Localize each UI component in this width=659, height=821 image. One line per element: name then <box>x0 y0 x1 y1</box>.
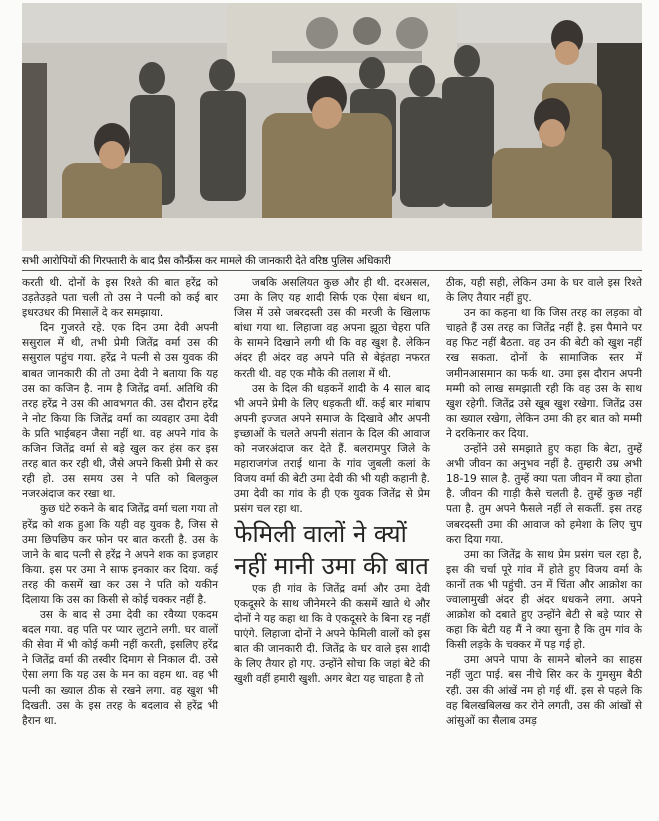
paragraph: उन का कहना था कि जिस तरह का लड़का वो चाहते हैं उस तरह का जितेंद्र नहीं है. इस पैमाने पर वह फिट नहीं बैठता. वह उन की बेटी को खुश नहीं रख सकता. दोनों के सामाजिक स्तर में जमीनआसमान का फर्क था. उमा इस दौरान अपनी मम्मी को लाख समझाती रही कि वह उस के साथ खुश रहेगी. जितेंद्र उसे खूब खुश रखेगा. जितेंद्र उस का ख्याल रखेगा, लेकिन उमा की हर बात को मम्मी ने दरकिनार कर दिया. <box>446 307 642 440</box>
paragraph: उमा का जितेंद्र के साथ प्रेम प्रसंग चल रहा है, इस की चर्चा पूरे गांव में होते हुए विजय वर्मा के कानों तक भी पहुंची. उन में चिंता और आक्रोश का ज्वालामुखी अंदर ही अंदर धधकने लगा. अपने आक्रोश को दबाते हुए उन्होंने बेटी से बड़े प्यार से कहा कि बेटी यह मैं ने क्या सुना है कि तुम गांव के किसी लड़के के चक्कर में पड़ गई हो. <box>446 548 642 652</box>
paragraph: उस के दिल की धड़कनें शादी के 4 साल बाद भी अपने प्रेमी के लिए धड़कती थीं. कई बार मांबाप अपनी इज्जत अपने समाज के दिखावे और अपनी इच्छाओं के चलते अपनी संतान के दिल की आवाज को नजरअंदाज कर देते हैं. बलरामपुर जिले के महाराजगंज तराई थाना के गांव जुबली कलां के विजय वर्मा की बेटी उमा देवी की भी यही कहानी है. उमा देवी का गांव के ही एक युवक जितेंद्र से प्रेम प्रसंग चल रहा था. <box>234 382 430 516</box>
paragraph: दिन गुजरते रहे. एक दिन उमा देवी अपनी ससुराल में थी, तभी प्रेमी जितेंद्र वर्मा उस की ससुराल पहुंच गया. हरेंद्र ने पत्नी से उस युवक की बाबत जानकारी की तो उमा देवी ने बताया कि यह उस का कजिन है. नाम है जितेंद्र वर्मा. अतिथि की तरह हरेंद्र ने उस की आवभगत की. उस दौरान हरेंद्र ने नोट किया कि जितेंद्र वर्मा का व्यवहार उमा देवी के प्रति भाईबहन जैसा नहीं था. वह अपने गांव के कजिन जितेंद्र वर्मा से बड़े खुल कर हंस कर इस तरह बात कर रही थी, जैसे अपने किसी प्रेमी से कर रही हो. उस समय उस ने पति को बिलकुल नजरअंदाज कर रखा था. <box>22 322 218 501</box>
press-conference-photo <box>22 3 642 251</box>
pull-quote-heading: फेमिली वालों ने क्यों नहीं मानी उमा की बात <box>234 519 429 580</box>
paragraph: जबकि असलियत कुछ और ही थी. दरअसल, उमा के लिए यह शादी सिर्फ एक ऐसा बंधन था, जिस में उसे जबरदस्ती उस की मरजी के खिलाफ बांधा गया था. लिहाजा वह अपना झूठा चेहरा पति के सामने दिखाने लगी थी कि वह खुश है. लेकिन अंदर ही अंदर वह अपने पति से बेइंतहा नफरत करती थी. वह एक मौके की तलाश में थी. <box>234 277 430 380</box>
caption-divider <box>22 270 642 271</box>
article-column-2 <box>234 276 430 687</box>
paragraph: ठीक, यही सही, लेकिन उमा के घर वाले इस रिश्ते के लिए तैयार नहीं हुए. <box>446 277 642 305</box>
paragraph: उमा अपने पापा के सामने बोलने का साहस नहीं जुटा पाई. बस नीचे सिर कर के गुमसुम बैठी रही. उस की आंखें नम हो गई थीं. इस से पहले कि वह बिलखबिलख कर रोने लगती, उस की आंखों से आंसुओं का सैलाब उमड़ <box>446 654 642 727</box>
paragraph: करती थी. दोनों के इस रिश्ते की बात हरेंद्र को उड़तेउड़ते पता चली तो उस ने पत्नी को कई बार इधरउधर की मिसालें दे कर समझाया. <box>22 277 218 320</box>
paragraph: उन्होंने उसे समझाते हुए कहा कि बेटा, तुम्हें अभी जीवन का अनुभव नहीं है. तुम्हारी उम्र अभी 18-19 साल है. तुम्हें क्या पता जीवन में क्या होता है. जीवन की गाड़ी कैसे चलती है. तुम्हें कुछ नहीं पता है. तुम अपने फैसले नहीं ले सकतीं. इस तरह जबरदस्ती उमा की आवाज को हमेशा के लिए चुप करा दिया गया. <box>446 443 642 546</box>
photo-caption: सभी आरोपियों की गिरफ्तारी के बाद प्रैस कौन्फ्रैंस कर मामले की जानकारी देते वरिष्ठ पुलिस अधिकारी <box>22 255 391 267</box>
paragraph: एक ही गांव के जितेंद्र वर्मा और उमा देवी एकदूसरे के साथ जीनेमरने की कसमें खाते थे और दोनों ने यह कहा था कि वे एकदूसरे के बिना रह नहीं पाएंगे. लिहाजा दोनों ने अपने फेमिली वालों को इस बात की जानकारी दी. जितेंद्र के घर वाले इस शादी के लिए तैयार हो गए. उन्होंने सोचा कि जहां बेटे की खुशी वहीं हमारी खुशी. अगर बेटा यह चाहता है तो <box>234 582 430 686</box>
paragraph: कुछ घंटे रुकने के बाद जितेंद्र वर्मा चला गया तो हरेंद्र को शक हुआ कि यही वह युवक है, जिस से उमा छिपछिप कर फोन पर बात करती है. उस के जाने के बाद पत्नी से हरेंद्र ने अपने शक का इजहार किया. इस पर उमा ने साफ इनकार कर दिया. कई तरह की कसमें खा कर उस ने पति को यकीन दिलाया कि उस का किसी से कोई चक्कर नहीं है. <box>22 503 218 606</box>
article-column-3 <box>446 276 642 729</box>
paragraph: उस के बाद से उमा देवी का रवैय्या एकदम बदल गया. वह पति पर प्यार लुटाने लगी. घर वालों की सेवा में भी कोई कमी नहीं करती, इसलिए हरेंद्र ने जितेंद्र वर्मा की तस्वीर दिमाग से निकाल दी. उसे ऐसा लगा कि यह उस के मन का वहम था. वह भी पत्नी का ख्याल ठीक से रखने लगा. वह खुश भी दिखती. उस के इस तरह के बदलाव से हरेंद्र भी हैरान था. <box>22 609 218 727</box>
article-column-1 <box>22 276 218 729</box>
